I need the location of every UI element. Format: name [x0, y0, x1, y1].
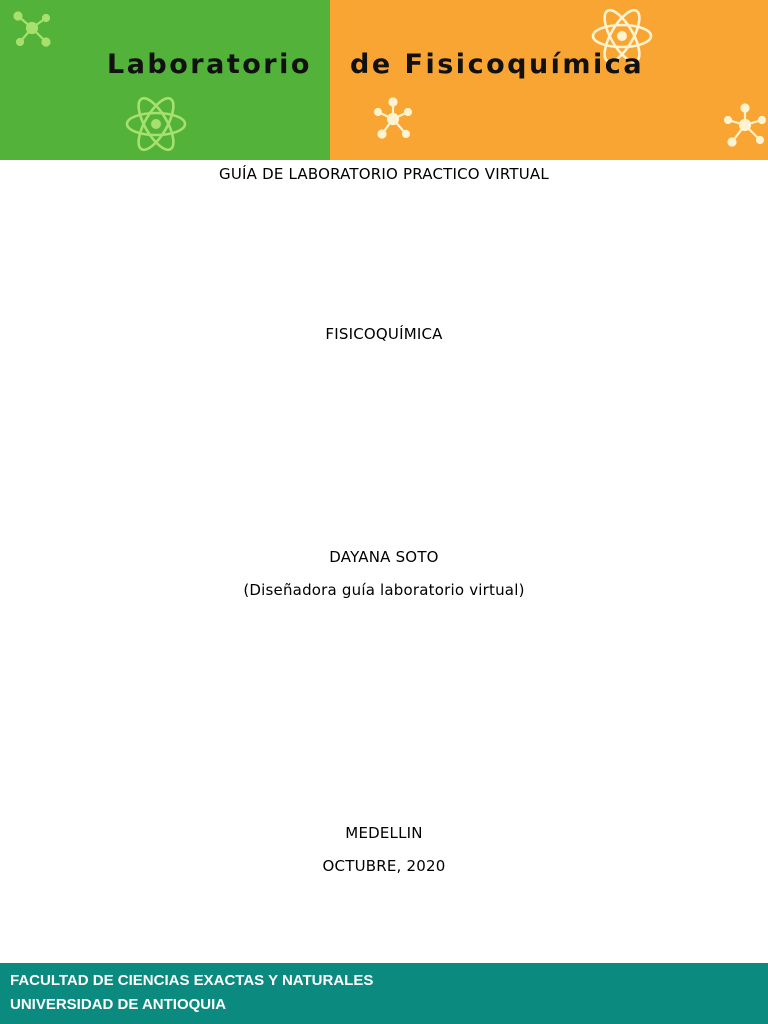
header-title-right: de Fisicoquímica — [350, 49, 645, 80]
author-name: DAYANA SOTO — [329, 548, 439, 566]
city: MEDELLIN — [345, 824, 423, 842]
molecule-icon — [722, 102, 768, 148]
atom-icon — [124, 91, 188, 157]
subject-title: FISICOQUÍMICA — [325, 325, 443, 343]
footer-university: UNIVERSIDAD DE ANTIOQUIA — [10, 996, 227, 1013]
footer-faculty: FACULTAD DE CIENCIAS EXACTAS Y NATURALES — [10, 972, 374, 989]
date: OCTUBRE, 2020 — [322, 857, 446, 875]
footer-bar — [0, 963, 768, 1024]
guide-title: GUÍA DE LABORATORIO PRACTICO VIRTUAL — [219, 165, 549, 183]
header-title-left: Laboratorio — [107, 49, 312, 80]
author-role: (Diseñadora guía laboratorio virtual) — [243, 581, 525, 599]
molecule-icon — [10, 6, 54, 50]
header-banner — [0, 0, 768, 160]
molecule-icon — [370, 96, 416, 142]
